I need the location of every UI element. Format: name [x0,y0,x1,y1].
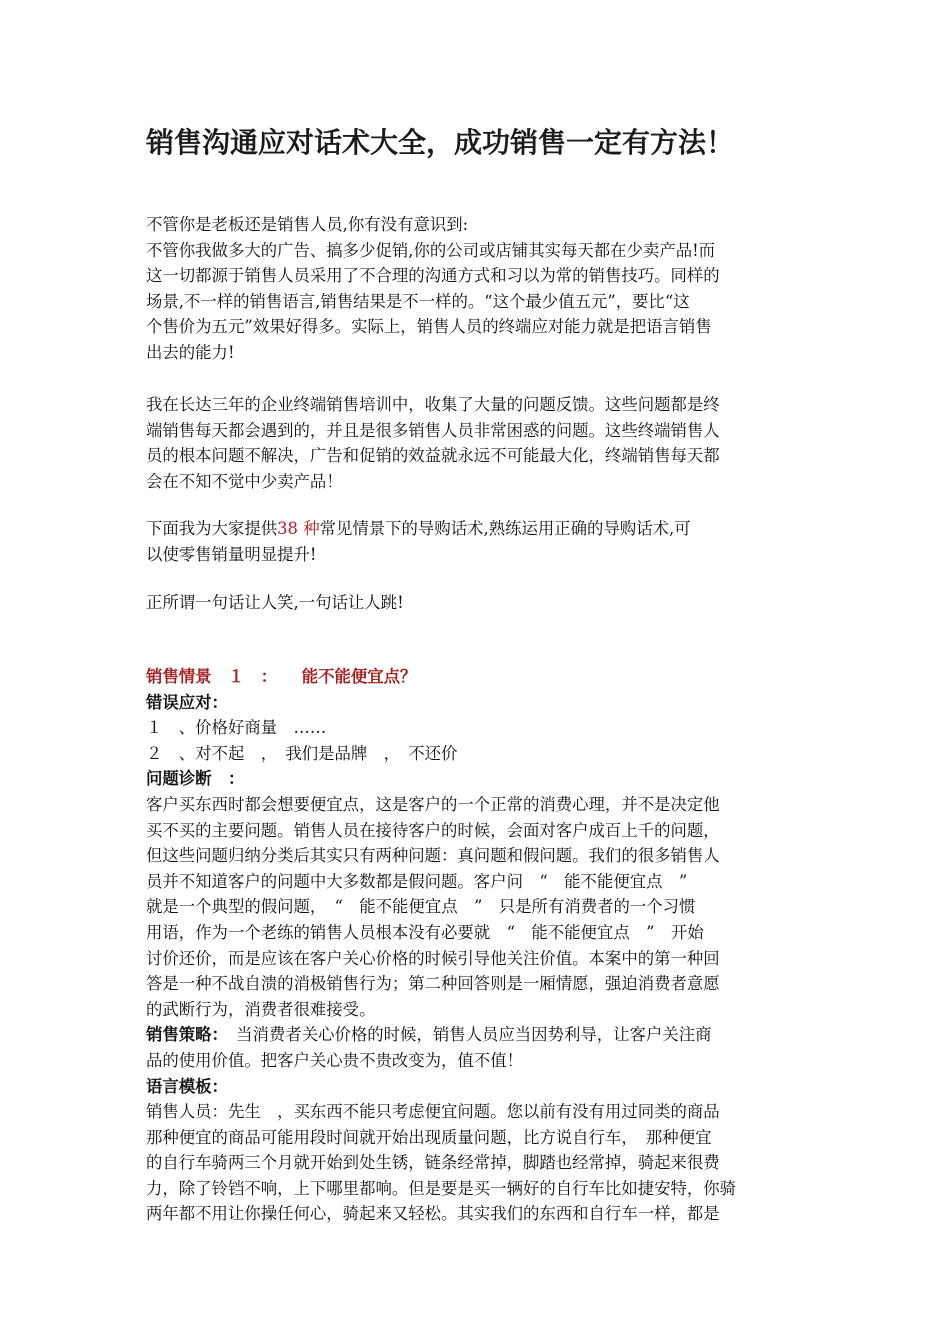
wrong-response-item: １ 、价格好商量 …… [146,718,327,738]
training-line: 我在长达三年的企业终端销售培训中，收集了大量的问题反馈。这些问题都是终 [146,395,720,414]
template-line: 销售人员：先生 ，买东西不能只考虑便宜问题。您以前有没有用过同类的商品 [146,1102,720,1122]
saying-line: 正所谓一句话让人笑,一句话让人跳! [146,593,404,612]
template-line: 的自行车骑两三个月就开始到处生锈，链条经常掉，脚踏也经常掉，骑起来很费 [146,1153,720,1173]
intro-line: 不管你是老板还是销售人员,你有没有意识到: [146,215,469,234]
diagnosis-label: 问题诊断 ： [146,769,245,789]
training-line: 员的根本问题不解决，广告和促销的效益就永远不可能最大化，终端销售每天都 [146,446,720,466]
diagnosis-line: 用语，作为一个老练的销售人员根本没有必要就 “ 能不能便宜点 ” 开始 [146,922,704,942]
wrong-response-label: 错误应对： [146,692,228,712]
document-title: 销售沟通应对话术大全，成功销售一定有方法！ [146,126,735,159]
scenario-section [146,664,810,1227]
highlight-count: 38 种 [277,519,320,538]
training-line: 端销售每天都会遇到的，并且是很多销售人员非常困惑的问题。这些终端销售人 [146,420,720,440]
diagnosis-line: 客户买东西时都会想要便宜点，这是客户的一个正常的消费心理，并不是决定他 [146,794,720,814]
offer-line: 以使零售销量明显提升! [146,544,317,564]
training-paragraph [146,392,810,494]
diagnosis-line: 答是一种不战自溃的消极销售行为；第二种回答则是一厢情愿，强迫消费者意愿 [146,974,720,994]
offer-line [146,516,810,542]
training-line: 会在不知不觉中少卖产品！ [146,471,343,491]
template-line: 力，除了铃铛不响，上下哪里都响。但是要是买一辆好的自行车比如捷安特，你骑 [146,1178,737,1198]
template-line: 两年都不用让你操任何心，骑起来又轻松。其实我们的东西和自行车一样，都是 [146,1204,720,1224]
diagnosis-line: 就是一个典型的假问题， “ 能不能便宜点 ” 只是所有消费者的一个习惯 [146,897,696,917]
intro-line: 个售价为五元”效果好得多。实际上，销售人员的终端应对能力就是把语言销售 [146,317,712,337]
strategy-label: 销售策略： [146,1025,220,1045]
diagnosis-line: 的武断行为，消费者很难接受。 [146,999,376,1019]
template-label: 语言模板： [146,1076,228,1096]
intro-line: 不管你我做多大的广告、搞多少促销,你的公司或店铺其实每天都在少卖产品!而 [146,240,716,260]
scenario-heading: 销售情景 １ ： 能不能便宜点？ [146,667,417,686]
diagnosis-line: 员并不知道客户的问题中大多数都是假问题。客户问 “ 能不能便宜点 ” [146,871,688,891]
diagnosis-line: 讨价还价，而是应该在客户关心价格的时候引导他关注价值。本案中的第一种回 [146,948,720,968]
strategy-text: 当消费者关心价格的时候，销售人员应当因势利导，让客户关注商 [219,1025,712,1045]
template-line: 那种便宜的商品可能用段时间就开始出现质量问题，比方说自行车， 那种便宜 [146,1127,712,1147]
intro-line: 场景,不一样的销售语言,销售结果是不一样的。“这个最少值五元”，要比“这 [146,291,690,311]
diagnosis-line: 但这些问题归纳分类后其实只有两种问题：真问题和假问题。我们的很多销售人 [146,846,720,866]
offer-paragraph [146,516,810,567]
strategy-line: 品的使用价值。把客户关心贵不贵改变为，值不值！ [146,1050,523,1070]
wrong-response-item: ２ 、对不起 ， 我们是品牌 ， 不还价 [146,743,458,763]
saying-paragraph [146,590,810,616]
intro-line: 这一切都源于销售人员采用了不合理的沟通方式和习以为常的销售技巧。同样的 [146,266,720,286]
diagnosis-line: 买不买的主要问题。销售人员在接待客户的时候，会面对客户成百上千的问题， [146,820,720,840]
intro-paragraph [146,212,810,366]
offer-prefix: 下面我为大家提供 [146,519,278,538]
strategy-line [146,1022,810,1048]
offer-suffix: 常见情景下的导购话术,熟练运用正确的导购话术,可 [319,519,691,538]
intro-line: 出去的能力! [146,342,235,362]
